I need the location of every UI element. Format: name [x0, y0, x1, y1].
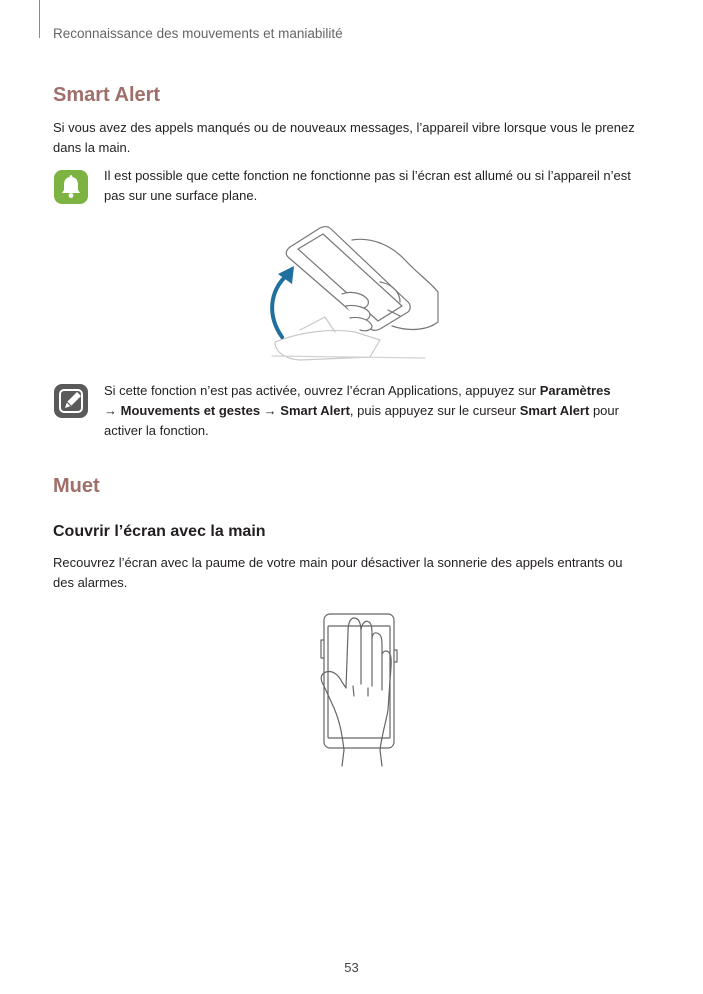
smart-alert-illustration — [260, 222, 450, 367]
running-header: Reconnaissance des mouvements et maniabilité — [53, 26, 343, 41]
tip-note: Si cette fonction n’est pas activée, ouvrez l’écran Applications, appuyez sur Paramètres → Mouvements et gestes → Smart Alert, puis appuyez sur le curseur Smart Alert pour activer la fonction. — [104, 383, 619, 438]
section-title-smart-alert: Smart Alert — [53, 84, 161, 106]
mute-illustration — [306, 610, 402, 770]
motions-path-item: Mouvements et gestes — [120, 403, 261, 418]
smart-alert-description: Si vous avez des appels manqués ou de nouveaux messages, l’appareil vibre lorsque vous le prenez dans la main. — [53, 120, 635, 155]
mute-description: Recouvrez l’écran avec la paume de votre main pour désactiver la sonnerie des appels entrants ou des alarmes. — [53, 555, 623, 590]
subsection-title-cover-screen: Couvrir l’écran avec la main — [53, 523, 266, 540]
smart-alert-path-item: Smart Alert — [280, 403, 350, 418]
switch-name: Smart Alert — [519, 403, 590, 418]
caution-bell-icon — [54, 170, 88, 204]
caution-note: Il est possible que cette fonction ne fonctionne pas si l’écran est allumé ou si l’appareil n’est pas sur une surface plane. — [104, 168, 631, 203]
header-divider — [39, 0, 40, 38]
settings-path-item: Paramètres — [539, 383, 611, 398]
page-number: 53 — [344, 960, 359, 975]
tip-pencil-icon — [54, 384, 88, 418]
section-title-mute: Muet — [53, 475, 100, 497]
